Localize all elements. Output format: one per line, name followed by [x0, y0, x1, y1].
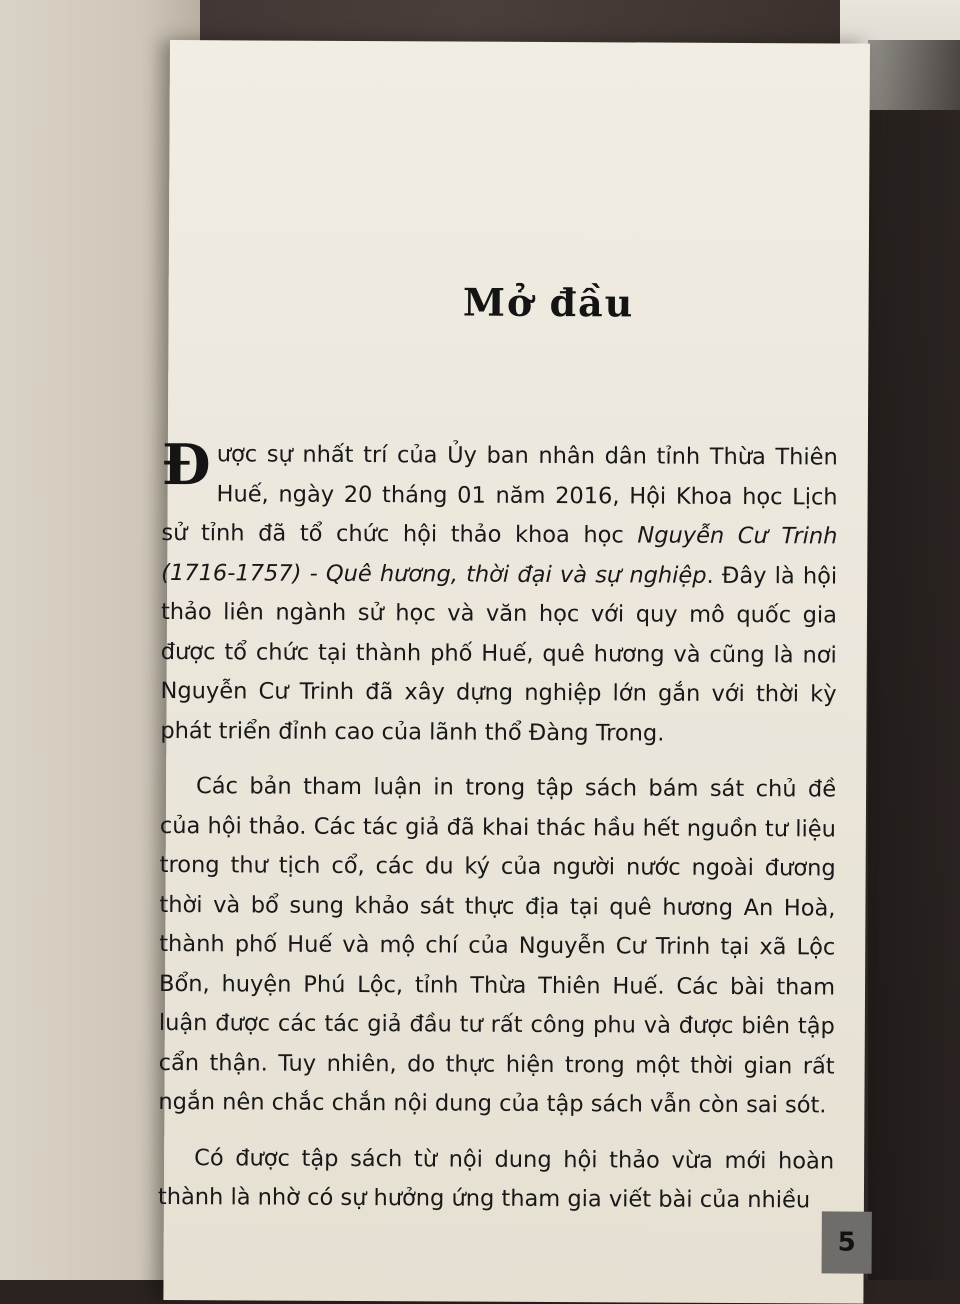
page-number: 5	[822, 1211, 872, 1273]
paragraph-1-text-a: ược sự nhất trí của Ủy ban nhân dân tỉnh Thừa Thiên Huế, ngày 20 tháng 01 năm 2016, Hội Khoa học Lịch sử tỉnh đã tổ chức hội thảo khoa học	[161, 441, 838, 549]
glass-plate-edge	[868, 40, 960, 1280]
book-page	[157, 40, 870, 1304]
page-title: Mở đầu	[462, 279, 635, 326]
paragraph-1-italic-title: Nguyễn Cư Trinh (1716-1757) - Quê hương, thời đại và sự nghiệp	[161, 522, 838, 589]
drop-cap: Đ	[161, 431, 211, 499]
paragraph-2: Các bản tham luận in trong tập sách bám sát chủ đề của hội thảo. Các tác giả đã khai thác hầu hết nguồn tư liệu trong thư tịch cổ, các du ký của người nước ngoài đương thời và bổ sung khảo sát thực địa tại quê hương An Hoà, thành phố Huế và mộ chí của Nguyễn Cư Trinh tại xã Lộc Bổn, huyện Phú Lộc, tỉnh Thừa Thiên Huế. Các bài tham luận được các tác giả đầu tư rất công phu và được biên tập cẩn thận. Tuy nhiên, do thực hiện trong một thời gian rất ngắn nên chắc chắn nội dung của tập sách vẫn còn sai sót.	[158, 773, 837, 1119]
paragraph-1	[160, 431, 838, 755]
body-text	[157, 431, 838, 1237]
paragraph-1-text-b: . Đây là hội thảo liên ngành sử học và văn học với quy mô quốc gia được tổ chức tại thành phố Huế, quê hương và cũng là nơi Nguyễn Cư Trinh đã xây dựng nghiệp lớn gắn với thời kỳ phát triển đỉnh cao của lãnh thổ Đàng Trong.	[160, 562, 838, 747]
paragraph-3: Có được tập sách từ nội dung hội thảo vừa mới hoàn thành là nhờ có sự hưởng ứng tham gia viết bài của nhiều	[157, 1144, 835, 1214]
